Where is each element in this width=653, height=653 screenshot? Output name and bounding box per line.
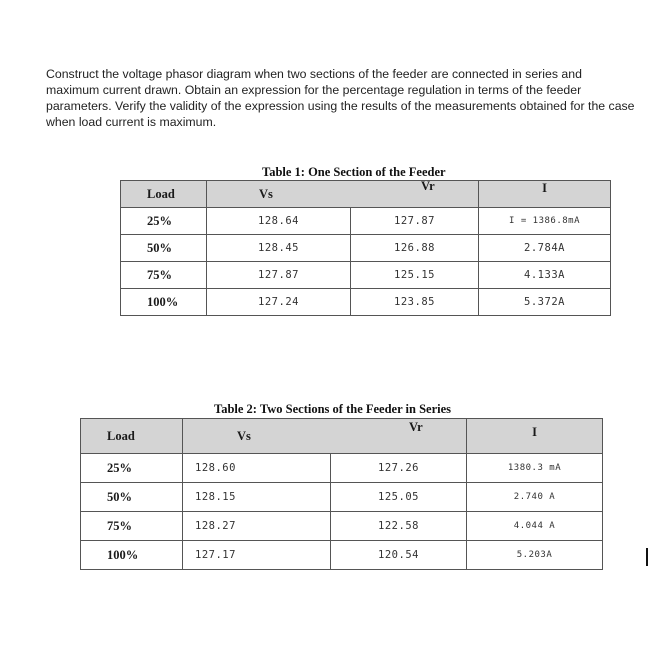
table2-caption: Table 2: Two Sections of the Feeder in Series — [214, 402, 452, 416]
table1-header-i — [479, 181, 611, 208]
table1-i-cell: 4.133A — [479, 262, 611, 289]
table2-vr-cell: 125.05 — [331, 483, 467, 512]
table1-vr-cell: 123.85 — [351, 289, 479, 316]
table2-header-voltage — [183, 419, 467, 454]
table2-vr-cell: 127.26 — [331, 454, 467, 483]
table-row — [81, 512, 603, 541]
table2-i-cell: 1380.3 mA — [467, 454, 603, 483]
table1-vs-cell: 127.24 — [207, 289, 351, 316]
table1-vs-cell: 127.87 — [207, 262, 351, 289]
table-row — [81, 483, 603, 512]
table1-caption: Table 1: One Section of the Feeder — [262, 165, 446, 179]
table2-header-load: Load — [81, 419, 183, 454]
table2-load-cell: 75% — [81, 512, 183, 541]
table2-i-cell: 4.044 A — [467, 512, 603, 541]
table1-i-cell: 2.784A — [479, 235, 611, 262]
table1-i-cell: 5.372A — [479, 289, 611, 316]
table2-header-row — [81, 419, 603, 454]
table2 — [80, 418, 603, 570]
table1-header-row — [121, 181, 611, 208]
intro-paragraph: Construct the voltage phasor diagram when two sections of the feeder are connected in series and maximum current drawn. Obtain an expression for the percentage regulation in terms of the feeder parameters. Verify the validity of the expression using the results of the measurements obtained for the case when load current is maximum. — [46, 67, 635, 129]
table1-header-i-label: I — [542, 180, 547, 195]
table1 — [120, 180, 611, 316]
table2-header-i-label: I — [532, 424, 537, 439]
table-row — [81, 454, 603, 483]
table2-load-cell: 25% — [81, 454, 183, 483]
table1-header-vs: Vs — [259, 187, 273, 201]
table2-vr-cell: 122.58 — [331, 512, 467, 541]
table2-vr-cell: 120.54 — [331, 541, 467, 570]
table2-vs-cell: 128.15 — [183, 483, 331, 512]
table-row — [121, 208, 611, 235]
page-edge-mark — [646, 548, 648, 566]
table2-vs-cell: 127.17 — [183, 541, 331, 570]
table2-header-vr: Vr — [409, 420, 423, 434]
table1-load-cell: 100% — [121, 289, 207, 316]
table2-header-vs: Vs — [237, 429, 251, 443]
table1-vs-cell: 128.45 — [207, 235, 351, 262]
table1-vr-cell: 125.15 — [351, 262, 479, 289]
table1-load-cell: 75% — [121, 262, 207, 289]
table1-header-voltage — [207, 181, 479, 208]
table1-header-vr: Vr — [421, 180, 435, 193]
table2-vs-cell: 128.27 — [183, 512, 331, 541]
table1-i-cell: I = 1386.8mA — [479, 208, 611, 235]
table1-vr-cell: 126.88 — [351, 235, 479, 262]
table1-vr-cell: 127.87 — [351, 208, 479, 235]
table2-load-cell: 100% — [81, 541, 183, 570]
table2-vs-cell: 128.60 — [183, 454, 331, 483]
table1-vs-cell: 128.64 — [207, 208, 351, 235]
table2-i-cell: 5.203A — [467, 541, 603, 570]
table-row — [121, 235, 611, 262]
table-row — [121, 289, 611, 316]
table1-load-cell: 25% — [121, 208, 207, 235]
table2-load-cell: 50% — [81, 483, 183, 512]
table1-header-load: Load — [121, 181, 207, 208]
table2-i-cell: 2.740 A — [467, 483, 603, 512]
table-row — [81, 541, 603, 570]
table-row — [121, 262, 611, 289]
table1-load-cell: 50% — [121, 235, 207, 262]
table2-header-i — [467, 419, 603, 454]
